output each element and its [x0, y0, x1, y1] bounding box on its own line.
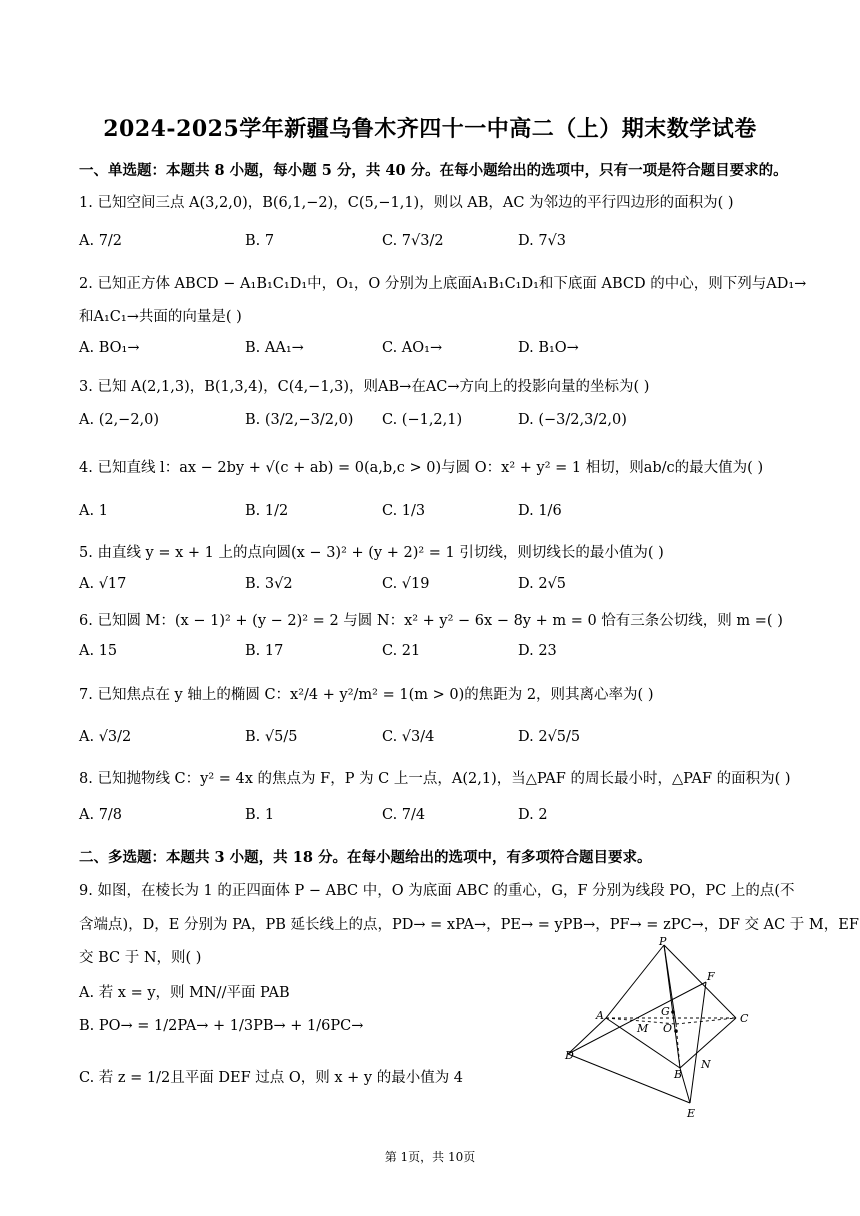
q8-stem: 8. 已知抛物线 C：y² = 4x 的焦点为 F，P 为 C 上一点，A(2,1)，当△PAF 的周长最小时，△PAF 的面积为( )	[79, 771, 791, 787]
q3-option-d: D. (−3/2,3/2,0)	[518, 412, 627, 428]
q2-option-b: B. AA₁→	[245, 340, 304, 356]
edge-pc	[664, 945, 736, 1018]
label-f: F	[707, 970, 715, 983]
label-a: A	[596, 1009, 604, 1022]
label-g: G	[661, 1005, 670, 1018]
q3-stem: 3. 已知 A(2,1,3)，B(1,3,4)，C(4,−1,3)，则AB→在AC→方向上的投影向量的坐标为( )	[79, 379, 650, 395]
q6-option-d: D. 23	[518, 643, 557, 659]
q1-stem: 1. 已知空间三点 A(3,2,0)，B(6,1,−2)，C(5,−1,1)，则以 AB，AC 为邻边的平行四边形的面积为( )	[79, 195, 734, 211]
q1-option-c: C. 7√3/2	[382, 233, 444, 249]
q4-option-c: C. 1/3	[382, 503, 426, 519]
q2-stem-line2: 和A₁C₁→共面的向量是( )	[79, 309, 242, 325]
q5-stem: 5. 由直线 y = x + 1 上的点向圆(x − 3)² + (y + 2)² = 1 引切线，则切线长的最小值为( )	[79, 545, 664, 561]
q8-option-d: D. 2	[518, 807, 548, 823]
label-p: P	[659, 935, 667, 948]
q7-option-d: D. 2√5/5	[518, 729, 581, 745]
q1-option-a: A. 7/2	[79, 233, 123, 249]
q7-stem: 7. 已知焦点在 y 轴上的椭圆 C：x²/4 + y²/m² = 1(m > 0)的焦距为 2，则其离心率为( )	[79, 687, 654, 703]
label-o: O	[663, 1022, 673, 1035]
q8-option-a: A. 7/8	[79, 807, 123, 823]
q2-option-d: D. B₁O→	[518, 340, 579, 356]
q1-option-d: D. 7√3	[518, 233, 567, 249]
q4-stem: 4. 已知直线 l：ax − 2by + √(c + ab) = 0(a,b,c > 0)与圆 O：x² + y² = 1 相切，则ab/c的最大值为( )	[79, 460, 764, 476]
q9-stem-line1: 9. 如图，在棱长为 1 的正四面体 P − ABC 中，O 为底面 ABC 的重心，G，F 分别为线段 PO，PC 上的点(不	[79, 883, 795, 899]
line-oc-dashed	[676, 1018, 736, 1024]
q6-stem: 6. 已知圆 M：(x − 1)² + (y − 2)² = 2 与圆 N：x² + y² − 6x − 8y + m = 0 恰有三条公切线，则 m =( )	[79, 613, 783, 629]
q8-option-b: B. 1	[245, 807, 275, 823]
label-c: C	[740, 1012, 749, 1025]
q9-option-c: C. 若 z = 1/2且平面 DEF 过点 O，则 x + y 的最小值为 4	[79, 1070, 464, 1086]
q4-option-d: D. 1/6	[518, 503, 562, 519]
q7-option-a: A. √3/2	[79, 729, 132, 745]
q7-option-b: B. √5/5	[245, 729, 298, 745]
q8-option-c: C. 7/4	[382, 807, 426, 823]
q5-option-c: C. √19	[382, 576, 430, 592]
q9-option-a: A. 若 x = y，则 MN//平面 PAB	[79, 985, 290, 1001]
q3-option-c: C. (−1,2,1)	[382, 412, 463, 428]
q3-option-a: A. (2,−2,0)	[79, 412, 160, 428]
q9-stem-line2: 含端点)，D，E 分别为 PA，PB 延长线上的点，PD→ = xPA→，PE→ = yPB→，PF→ = zPC→，DF 交 AC 于 M，EF	[79, 917, 859, 933]
q2-option-a: A. BO₁→	[79, 340, 140, 356]
q7-option-c: C. √3/4	[382, 729, 435, 745]
line-ef	[690, 982, 706, 1103]
label-d: D	[565, 1049, 574, 1062]
page-title: 2024-2025学年新疆乌鲁木齐四十一中高二（上）期末数学试卷	[103, 116, 757, 142]
label-m: M	[637, 1022, 649, 1035]
q4-option-b: B. 1/2	[245, 503, 289, 519]
q3-option-b: B. (3/2,−3/2,0)	[245, 412, 354, 428]
q6-option-a: A. 15	[79, 643, 118, 659]
section-2-header: 二、多选题：本题共 3 小题，共 18 分。在每小题给出的选项中，有多项符合题目要求。	[79, 849, 652, 866]
label-e: E	[687, 1107, 696, 1120]
q4-option-a: A. 1	[79, 503, 108, 519]
q9-option-b: B. PO→ = 1/2PA→ + 1/3PB→ + 1/6PC→	[79, 1018, 364, 1034]
q5-option-b: B. 3√2	[245, 576, 293, 592]
q5-option-a: A. √17	[79, 576, 127, 592]
edge-pa	[606, 945, 664, 1018]
q2-stem-line1: 2. 已知正方体 ABCD − A₁B₁C₁D₁中，O₁，O 分别为上底面A₁B₁C₁D₁和下底面 ABCD 的中心，则下列与AD₁→	[79, 276, 807, 292]
label-b: B	[674, 1068, 683, 1081]
page-footer: 第 1页，共 10页	[384, 1150, 476, 1164]
point-o	[674, 1029, 678, 1033]
section-1-header: 一、单选题：本题共 8 小题，每小题 5 分，共 40 分。在每小题给出的选项中，只有一项是符合题目要求的。	[79, 162, 788, 179]
q1-option-b: B. 7	[245, 233, 275, 249]
q6-option-b: B. 17	[245, 643, 284, 659]
tetrahedron-figure	[556, 935, 788, 1125]
q9-stem-line3: 交 BC 于 N，则( )	[79, 950, 202, 966]
q5-option-d: D. 2√5	[518, 576, 567, 592]
line-de	[568, 1054, 690, 1103]
q6-option-c: C. 21	[382, 643, 421, 659]
point-g	[671, 1010, 675, 1014]
label-n: N	[701, 1058, 711, 1071]
q2-option-c: C. AO₁→	[382, 340, 443, 356]
